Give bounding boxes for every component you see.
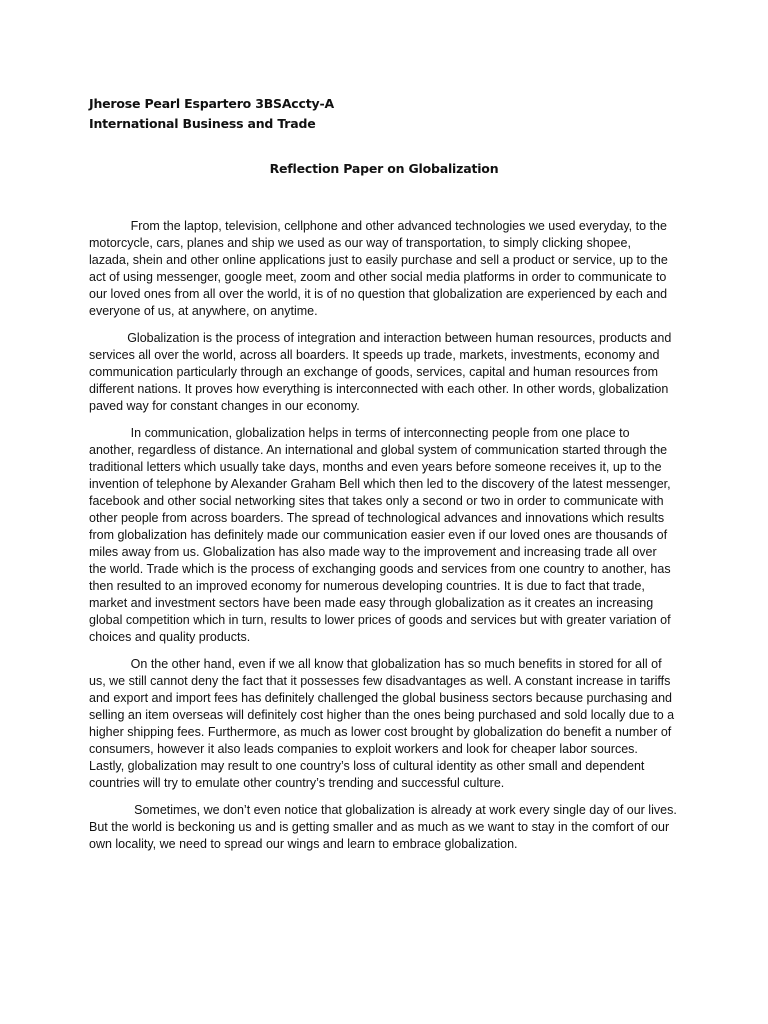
paragraph (89, 802, 689, 853)
paragraph-line: From the laptop, television, cellphone and other advanced technologies we used everyday, to the (89, 219, 667, 233)
paragraph-line: us, we still cannot deny the fact that it possesses few disadvantages as well. A constant increase in tariffs (89, 674, 671, 688)
paragraph-line: motorcycle, cars, planes and ship we used as our way of transportation, to simply clicking shopee, (89, 236, 631, 250)
document-header (89, 94, 334, 134)
paragraph-line: our loved ones from all over the world, it is of no question that globalization are experienced by each and (89, 287, 668, 301)
paragraph-line: consumers, however it also leads companies to exploit workers and look for cheaper labor sources. (89, 742, 638, 756)
paragraph-line: But the world is beckoning us and is getting smaller and as much as we want to stay in the comfort of our (89, 820, 670, 834)
paragraph-line: global competition which in turn, results to lower prices of goods and services but with greater variation of (89, 613, 671, 627)
paragraph-line: then resulted to an improved economy for numerous developing countries. It is due to fact that trade, (89, 579, 645, 593)
paragraph-line: communication particularly through an exchange of goods, services, capital and human resources from (89, 365, 659, 379)
paragraph-line: from globalization has definitely made our communication easier even if our loved ones are thousands of (89, 528, 668, 542)
paragraph-line: miles away from us. Globalization has also made way to the improvement and increasing trade all over (89, 545, 657, 559)
paragraph (89, 656, 689, 792)
paragraph-line: other people from across boarders. The spread of technological advances and innovations which results (89, 511, 665, 525)
paragraph-line: countries will try to emulate other country’s trending and successful culture. (89, 776, 505, 790)
paragraph (89, 218, 689, 320)
course-line: International Business and Trade (89, 116, 316, 131)
paragraph-line: higher shipping fees. Furthermore, as much as lower cost brought by globalization do benefit a number of (89, 725, 672, 739)
paragraph-line: choices and quality products. (89, 630, 251, 644)
document-body (89, 218, 689, 863)
document-title: Reflection Paper on Globalization (269, 161, 499, 176)
paragraph-line: Lastly, globalization may result to one country’s loss of cultural identity as other small and dependent (89, 759, 645, 773)
paragraph-line: another, regardless of distance. An international and global system of communication started through the (89, 443, 668, 457)
paragraph-line: lazada, shein and other online applications just to easily purchase and sell a product or service, up to the (89, 253, 668, 267)
author-line: Jherose Pearl Espartero 3BSAccty-A (89, 96, 334, 111)
paragraph-line: different nations. It proves how everything is interconnected with each other. In other words, globalization (89, 382, 669, 396)
paragraph (89, 330, 689, 415)
paragraph (89, 425, 689, 646)
paragraph-line: traditional letters which usually take days, months and even years before someone receives it, up to the (89, 460, 662, 474)
paragraph-line: services all over the world, across all boarders. It speeds up trade, markets, investments, economy and (89, 348, 660, 362)
paragraph-line: and export and import fees has definitely challenged the global business sectors because purchasing and (89, 691, 673, 705)
paragraph-line: On the other hand, even if we all know that globalization has so much benefits in stored for all of (89, 657, 662, 671)
paragraph-line: selling an item overseas will definitely cost higher than the ones being purchased and sold locally due to a (89, 708, 675, 722)
paragraph-line: Sometimes, we don’t even notice that globalization is already at work every single day of our lives. (89, 803, 677, 817)
paragraph-line: invention of telephone by Alexander Graham Bell which then led to the discovery of the latest messenger, (89, 477, 671, 491)
paragraph-line: Globalization is the process of integration and interaction between human resources, products and (89, 331, 672, 345)
paragraph-line: paved way for constant changes in our economy. (89, 399, 360, 413)
paragraph-line: market and investment sectors have been made easy through globalization as it creates an increasing (89, 596, 654, 610)
paragraph-line: own locality, we need to spread our wings and learn to embrace globalization. (89, 837, 518, 851)
paragraph-line: act of using messenger, google meet, zoom and other social media platforms in order to communicate to (89, 270, 667, 284)
paragraph-line: the world. Trade which is the process of exchanging goods and services from one country to another, has (89, 562, 671, 576)
paragraph-line: In communication, globalization helps in terms of interconnecting people from one place to (89, 426, 630, 440)
paragraph-line: facebook and other social networking sites that takes only a second or two in order to communicate with (89, 494, 664, 508)
paragraph-line: everyone of us, at anywhere, on anytime. (89, 304, 318, 318)
